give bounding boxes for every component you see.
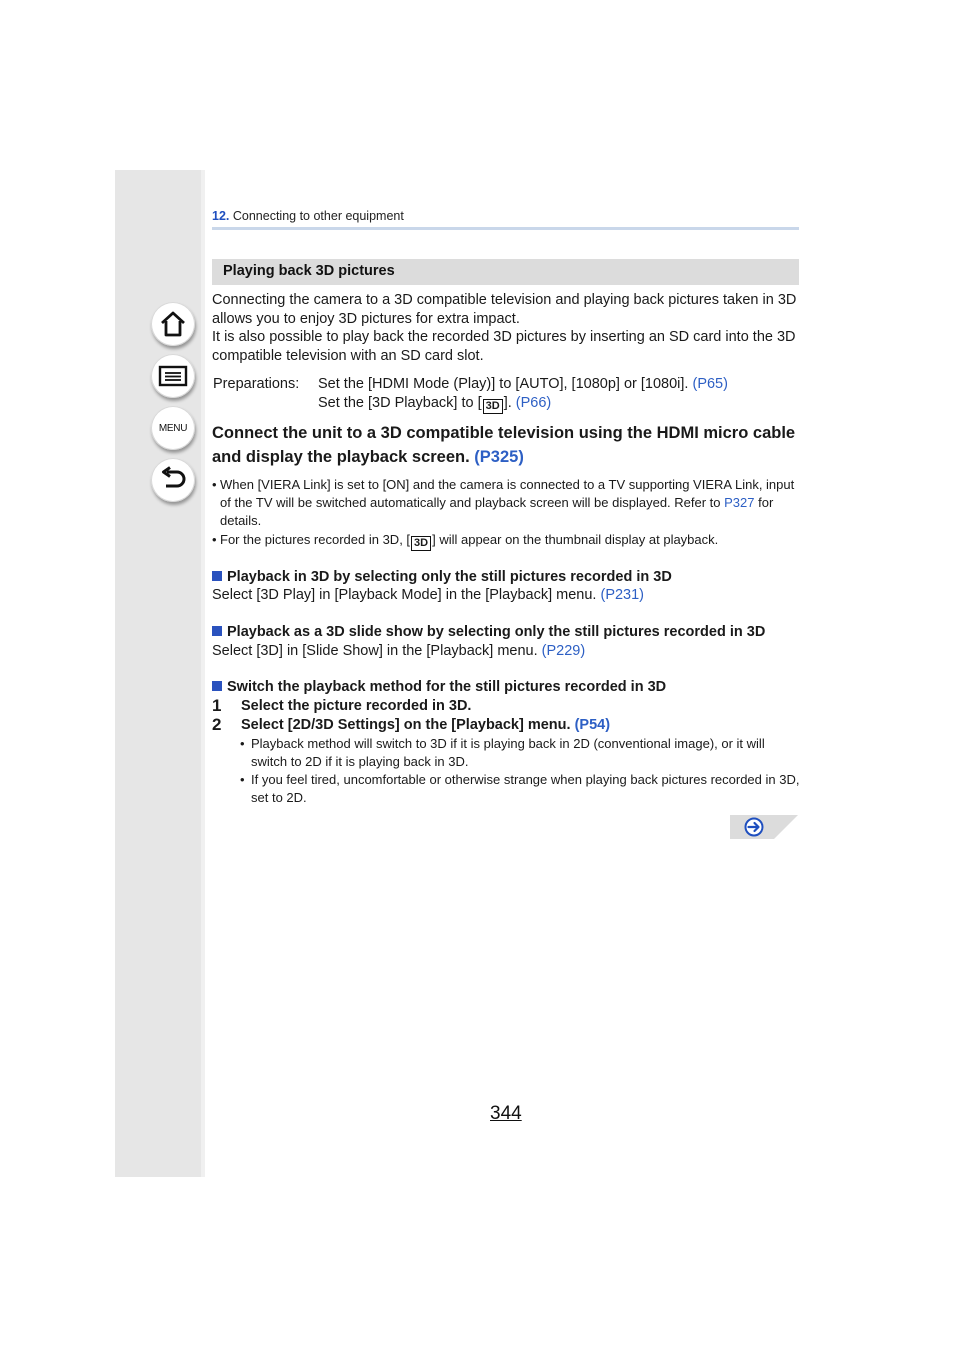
step-2-text [241,717,610,733]
subsection-1-body: Select [3D Play] in [Playback Mode] in the [Playback] menu. [212,587,597,603]
chapter-title: Connecting to other equipment [232,209,404,223]
main-step-heading [212,421,802,469]
step-2-note-1-text: Playback method will switch to 3D if it is playing back in 2D (conventional image), or it will switch to 2D if it is playing back in 3D. [251,736,765,769]
square-bullet-icon [212,626,222,636]
bullet: • [240,772,245,787]
link-p229[interactable]: (P229) [541,643,586,659]
3d-icon: 3D [483,399,503,414]
step-1-text: Select the picture recorded in 3D. [241,698,472,714]
subsection-switch-title [212,679,666,695]
subsection-slideshow-body [212,643,585,659]
list-icon [158,364,188,388]
square-bullet-icon [212,571,222,581]
preparation-line-1 [318,376,728,392]
bullet: • [240,736,245,751]
back-button[interactable] [151,458,195,502]
chapter-number: 12. [212,209,230,223]
link-p65[interactable]: (P65) [692,376,728,392]
step-2-note-1 [240,735,800,771]
link-p325[interactable]: (P325) [474,448,524,466]
chapter-header [212,209,404,223]
step-number-1: 1 [212,696,222,715]
intro-paragraph-2: It is also possible to play back the recorded 3D pictures by inserting an SD card into the 3D compatible television with an SD card slot. [212,329,796,364]
note-3d-thumbnail [212,531,802,551]
subsection-3d-play-title [212,569,672,585]
link-p66[interactable]: (P66) [515,395,552,411]
note-1-text: When [VIERA Link] is set to [ON] and the camera is connected to a TV supporting VIERA Link, input of the TV will be switched automatically and playback screen will be displayed. Refer to [220,477,795,510]
square-bullet-icon [212,681,222,691]
home-icon [158,310,188,338]
note-2-after: ] will appear on the thumbnail display at playback. [432,532,719,547]
preparations-label: Preparations: [213,376,300,392]
subsection-2-body: Select [3D] in [Slide Show] in the [Playback] menu. [212,643,538,659]
step-2-note-2-text: If you feel tired, uncomfortable or otherwise strange when playing back pictures recorded in 3D, set to 2D. [251,772,800,805]
menu-label: MENU [158,422,188,434]
preparation-line-2 [318,395,551,414]
header-rule [212,227,799,230]
home-button[interactable] [151,302,195,346]
subsection-3-text: Switch the playback method for the still pictures recorded in 3D [227,679,667,695]
bullet: • [212,532,217,547]
subsection-2-text: Playback as a 3D slide show by selecting only the still pictures recorded in 3D [227,624,766,640]
intro-paragraph-1: Connecting the camera to a 3D compatible television and playing back pictures taken in 3D allows you to enjoy 3D pictures for extra impact. [212,292,797,327]
step-2-note-2 [240,771,800,807]
next-page-arrow-icon[interactable] [730,815,798,839]
page-number: 344 [490,1103,522,1124]
subsection-3d-play-body [212,587,644,603]
3d-icon: 3D [411,536,431,551]
subsection-1-text: Playback in 3D by selecting only the still pictures recorded in 3D [227,569,672,585]
note-1-after: for details. [220,495,774,528]
note-2-text: For the pictures recorded in 3D, [ [220,532,411,547]
contents-button[interactable] [151,354,195,398]
bullet: • [212,477,217,492]
preparation-2-close: ]. [503,395,512,411]
note-viera-link [212,476,802,530]
preparation-2-text: Set the [3D Playback] to [ [318,395,482,411]
step-2-label: Select [2D/3D Settings] on the [Playback] menu. [241,717,571,733]
main-step-text: Connect the unit to a 3D compatible television using the HDMI micro cable and display the playback screen. [212,424,796,466]
sidebar-edge [201,170,205,1177]
link-p54[interactable]: (P54) [574,717,611,733]
section-heading-bar [212,259,799,285]
section-title: Playing back 3D pictures [223,263,395,279]
preparation-1-text: Set the [HDMI Mode (Play)] to [AUTO], [1080p] or [1080i]. [318,376,689,392]
link-p231[interactable]: (P231) [600,587,645,603]
link-p327[interactable]: P327 [724,495,755,510]
subsection-slideshow-title [212,624,765,640]
return-arrow-icon [158,466,188,494]
step-number-2: 2 [212,715,222,734]
menu-button[interactable] [151,406,195,450]
